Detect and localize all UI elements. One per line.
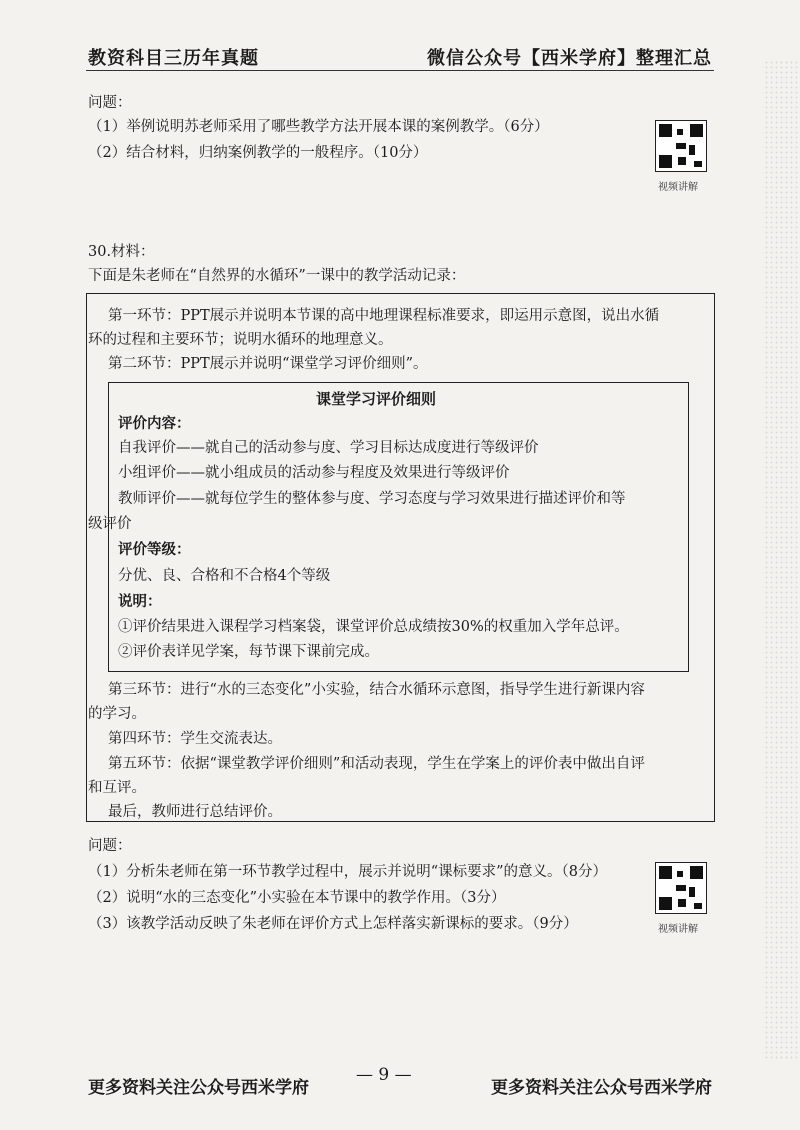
qr-caption: 视频讲解 [658, 182, 698, 193]
q29-question-1: （1）举例说明苏老师采用了哪些教学方法开展本课的案例教学。（6分） [88, 119, 549, 135]
step2: 第二环节：PPT展示并说明“课堂学习评价细则”。 [108, 356, 428, 372]
q30-question-2: （2）说明“水的三态变化”小实验在本节课中的教学作用。（3分） [88, 890, 506, 906]
rubric-self: 自我评价——就自己的活动参与度、学习目标达成度进行等级评价 [118, 440, 539, 456]
q30-question-label: 问题： [88, 838, 132, 854]
step1-line2: 环的过程和主要环节；说明水循环的地理意义。 [88, 332, 393, 348]
scan-dot-texture [764, 60, 800, 1060]
q30-question-3: （3）该教学活动反映了朱老师在评价方式上怎样落实新课标的要求。（9分） [88, 916, 578, 932]
header-rule [86, 70, 714, 71]
page-number: — 9 — [356, 1065, 412, 1085]
rubric-grades: 分优、良、合格和不合格4个等级 [118, 568, 331, 584]
q30-question-1: （1）分析朱老师在第一环节教学过程中，展示并说明“课标要求”的意义。（8分） [88, 864, 608, 880]
q30-intro: 下面是朱老师在“自然界的水循环”一课中的教学活动记录： [88, 268, 466, 284]
step5-line1: 第五环节：依据“课堂教学评价细则”和活动表现，学生在学案上的评价表中做出自评 [108, 756, 645, 772]
rubric-group: 小组评价——就小组成员的活动参与程度及效果进行等级评价 [118, 465, 510, 481]
step3-line2: 的学习。 [88, 706, 146, 722]
rubric-grade-heading: 评价等级： [118, 542, 191, 558]
rubric-title: 课堂学习评价细则 [316, 390, 437, 408]
qr-code-icon[interactable] [655, 120, 707, 172]
rubric-teacher-line1: 教师评价——就每位学生的整体参与度、学习态度与学习效果进行描述评价和等 [118, 491, 626, 507]
qr-caption: 视频讲解 [658, 924, 698, 935]
final-note: 最后，教师进行总结评价。 [108, 804, 282, 820]
step5-line2: 和互评。 [88, 780, 146, 796]
q29-question-label: 问题： [88, 95, 132, 111]
q30-number: 30.材料： [88, 244, 155, 260]
q29-question-2: （2）结合材料，归纳案例教学的一般程序。（10分） [88, 145, 428, 161]
rubric-teacher-line2: 级评价 [88, 516, 132, 532]
header-left-title: 教资科目三历年真题 [88, 48, 259, 69]
step1-line1: 第一环节：PPT展示并说明本节课的高中地理课程标准要求，即运用示意图，说出水循 [108, 308, 660, 324]
step3-line1: 第三环节：进行“水的三态变化”小实验，结合水循环示意图，指导学生进行新课内容 [108, 682, 645, 698]
qr-code-icon[interactable] [655, 862, 707, 914]
rubric-note-heading: 说明： [118, 594, 162, 610]
rubric-note-2: ②评价表详见学案，每节课下课前完成。 [118, 644, 379, 660]
header-right-title: 微信公众号【西米学府】整理汇总 [427, 48, 712, 69]
rubric-content-heading: 评价内容： [118, 416, 191, 432]
footer-right: 更多资料关注公众号西米学府 [491, 1078, 712, 1098]
footer-left: 更多资料关注公众号西米学府 [88, 1078, 309, 1098]
step4: 第四环节：学生交流表达。 [108, 731, 282, 747]
rubric-note-1: ①评价结果进入课程学习档案袋，课堂评价总成绩按30%的权重加入学年总评。 [118, 619, 629, 635]
